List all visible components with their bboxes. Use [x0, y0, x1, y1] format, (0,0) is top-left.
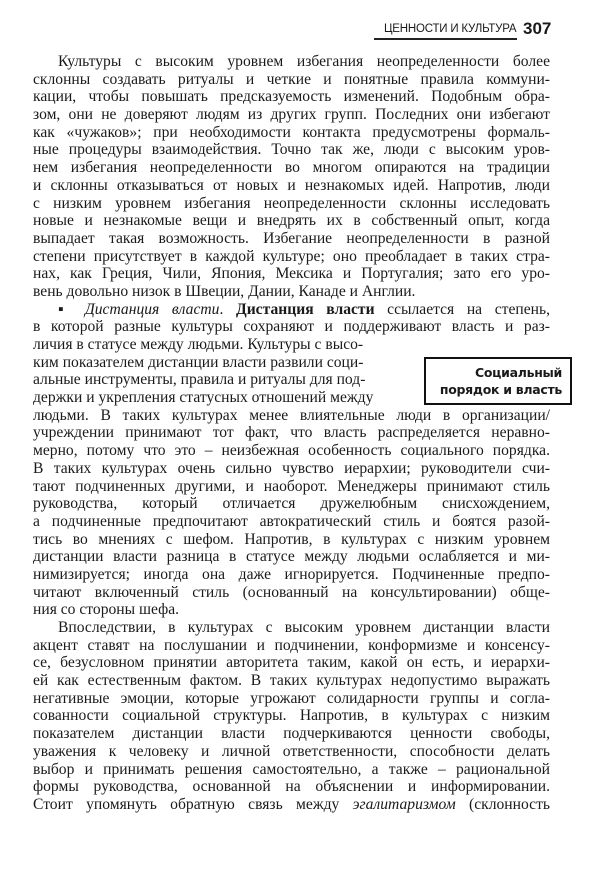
text-segment: и склонны отказываться от новых и незнакомых идей. Напротив, люди: [33, 176, 550, 194]
text-line: [33, 283, 550, 301]
text-line: [33, 53, 550, 71]
body-text: [33, 53, 550, 814]
running-title: ЦЕННОСТИ И КУЛЬТУРА: [384, 23, 517, 35]
text-line: [33, 531, 550, 549]
text-line: [33, 460, 550, 478]
text-line: [33, 548, 550, 566]
text-line: [33, 672, 550, 690]
text-line: [33, 195, 550, 213]
text-line: [33, 707, 550, 725]
text-segment: дистанции власти разница в статусе между людьми ослабляется и ми-: [33, 548, 550, 566]
text-segment: тись во мнениях с шефом. Напротив, в культурах с низким уровнем: [33, 530, 550, 548]
text-line: [33, 124, 550, 142]
italic-term: Дистанция власти: [84, 300, 220, 318]
text-line: [33, 159, 550, 177]
text-segment: ей как естественным фактом. В таких культурах недопустимо выражать: [33, 672, 550, 690]
text-segment: В таких культурах очень сильно чувство иерархии; руководители счи-: [33, 459, 550, 477]
text-line: [33, 71, 550, 89]
text-segment: сованности социальной структуры. Напротив, в культурах с низким: [33, 707, 550, 725]
margin-note-line-2: порядок и власть: [439, 382, 562, 397]
text-line: [33, 389, 374, 407]
text-segment: степени присутствует в каждой культуре; оно преобладает в таких стра-: [33, 247, 550, 265]
text-segment: кации, чтобы повышать предсказуемость изменений. Подобным обра-: [33, 88, 550, 106]
text-segment: .: [219, 300, 236, 318]
text-line: [33, 619, 550, 637]
page-number: 307: [523, 19, 552, 38]
text-segment: показателем дистанции власти подчеркиваются ценности свободы,: [33, 725, 550, 743]
text-segment: мерно, потому что это – неизбежная особенность социального порядка.: [33, 442, 550, 460]
text-segment: руководства, который отличается дружелюбным снисхождением,: [33, 495, 550, 513]
text-line: [33, 743, 550, 761]
text-segment: как «чужаков»; при необходимости контакта предусмотрены формаль-: [33, 123, 550, 141]
text-line: [33, 761, 550, 779]
text-line: [33, 88, 550, 106]
text-line: [33, 318, 550, 336]
text-segment: (склонность: [455, 795, 550, 813]
text-segment: с низким уровнем избегания неопределенности склонны исследовать: [33, 194, 550, 212]
text-segment: личия в статусе между людьми. Культуры с высо-: [33, 336, 364, 353]
text-line: [33, 495, 550, 513]
text-line: [33, 177, 550, 195]
text-segment: уважения к человеку и личной ответственности, способности делать: [33, 742, 550, 760]
text-line: [33, 478, 550, 496]
text-segment: а подчиненные предпочитают автократический стиль и боятся разой-: [33, 512, 550, 530]
text-segment: нем избегания неопределенности во многом опираются на традиции: [33, 159, 550, 177]
text-line: [33, 248, 550, 266]
text-line: [33, 336, 364, 354]
text-segment: людьми. В таких культурах менее влиятельные люди в организации/: [33, 406, 550, 424]
text-line: [33, 353, 364, 372]
header-rule: [374, 38, 517, 40]
bold-term: Дистанция власти: [235, 300, 375, 318]
text-segment: зом, они не доверяют людям из других групп. Последних они избегают: [33, 106, 550, 124]
text-segment: негативные эмоции, которые угрожают солидарности группы и согла-: [33, 689, 550, 707]
text-line: [33, 796, 550, 814]
text-line: [33, 407, 550, 425]
text-line: [33, 725, 550, 743]
text-segment: новые и незнакомые вещи и внедрять их в собственный опыт, когда: [33, 212, 550, 230]
text-line: [33, 106, 550, 124]
text-segment: ния со стороны шефа.: [33, 601, 180, 619]
text-segment: ссылается на степень,: [374, 300, 550, 318]
text-segment: читают включенный стиль (основанный на консультировании) обще-: [33, 583, 550, 601]
text-line: [33, 141, 550, 159]
text-segment: формы руководства, основанной на объяснении и информировании.: [33, 778, 550, 796]
text-line: [33, 690, 550, 708]
margin-note-line-1: Социальный: [475, 365, 562, 380]
text-line: [33, 371, 366, 389]
text-segment: тают подчиненных другими, и наоборот. Менеджеры принимают стиль: [33, 477, 550, 495]
text-segment: склонны создавать ритуалы и четкие и понятные правила коммуни-: [33, 70, 550, 88]
text-line: [33, 566, 550, 584]
text-segment: в которой разные культуры сохраняют и поддерживают власть и раз-: [33, 318, 550, 336]
text-line: [33, 584, 550, 602]
text-segment: учреждении принимают тот факт, что власть распределяется неравно-: [33, 424, 550, 442]
text-line: [33, 513, 550, 531]
text-line: [33, 442, 550, 460]
text-segment: ▪: [58, 300, 85, 318]
text-segment: Культуры с высоким уровнем избегания неопределенности более: [58, 53, 550, 70]
text-segment: Впоследствии, в культурах с высоким уровнем дистанции власти: [58, 619, 550, 636]
text-line: [33, 778, 550, 796]
text-segment: ные процедуры взаимодействия. Точно так же, люди с высоким уров-: [33, 141, 550, 159]
text-line: [33, 301, 550, 319]
text-segment: выпадает такая возможность. Избегание неопределенности в разной: [33, 229, 550, 247]
text-line: [33, 212, 550, 230]
text-segment: держки и укрепления статусных отношений между: [33, 389, 374, 407]
margin-note-box: [424, 357, 572, 405]
italic-term: эгалитаризмом: [352, 795, 456, 813]
text-line: [33, 230, 550, 248]
text-segment: выбор и принимать решения самостоятельно, а также – рациональной: [33, 760, 550, 778]
text-line: [33, 265, 550, 283]
text-segment: вень довольно низок в Швеции, Дании, Канаде и Англии.: [33, 282, 416, 300]
text-segment: се, безусловном принятии авторитета таким, какой он есть, и иерархи-: [33, 654, 550, 672]
text-line: [33, 601, 550, 619]
text-segment: акцент ставят на послушании и подчинении, конформизме и консенсу-: [33, 636, 550, 654]
text-segment: ким показателем дистанции власти развили соци-: [33, 353, 364, 371]
text-segment: нах, как Греция, Чили, Япония, Мексика и Португалия; зато его уро-: [33, 265, 550, 283]
text-line: [33, 424, 550, 442]
text-line: [33, 654, 550, 672]
text-line: [33, 637, 550, 655]
text-segment: альные инструменты, правила и ритуалы для под-: [33, 371, 366, 389]
running-header: [374, 19, 550, 39]
text-segment: Стоит упомянуть обратную связь между: [33, 795, 353, 813]
text-segment: нимизируется; иногда она даже игнорируется. Подчиненные предпо-: [33, 565, 550, 583]
